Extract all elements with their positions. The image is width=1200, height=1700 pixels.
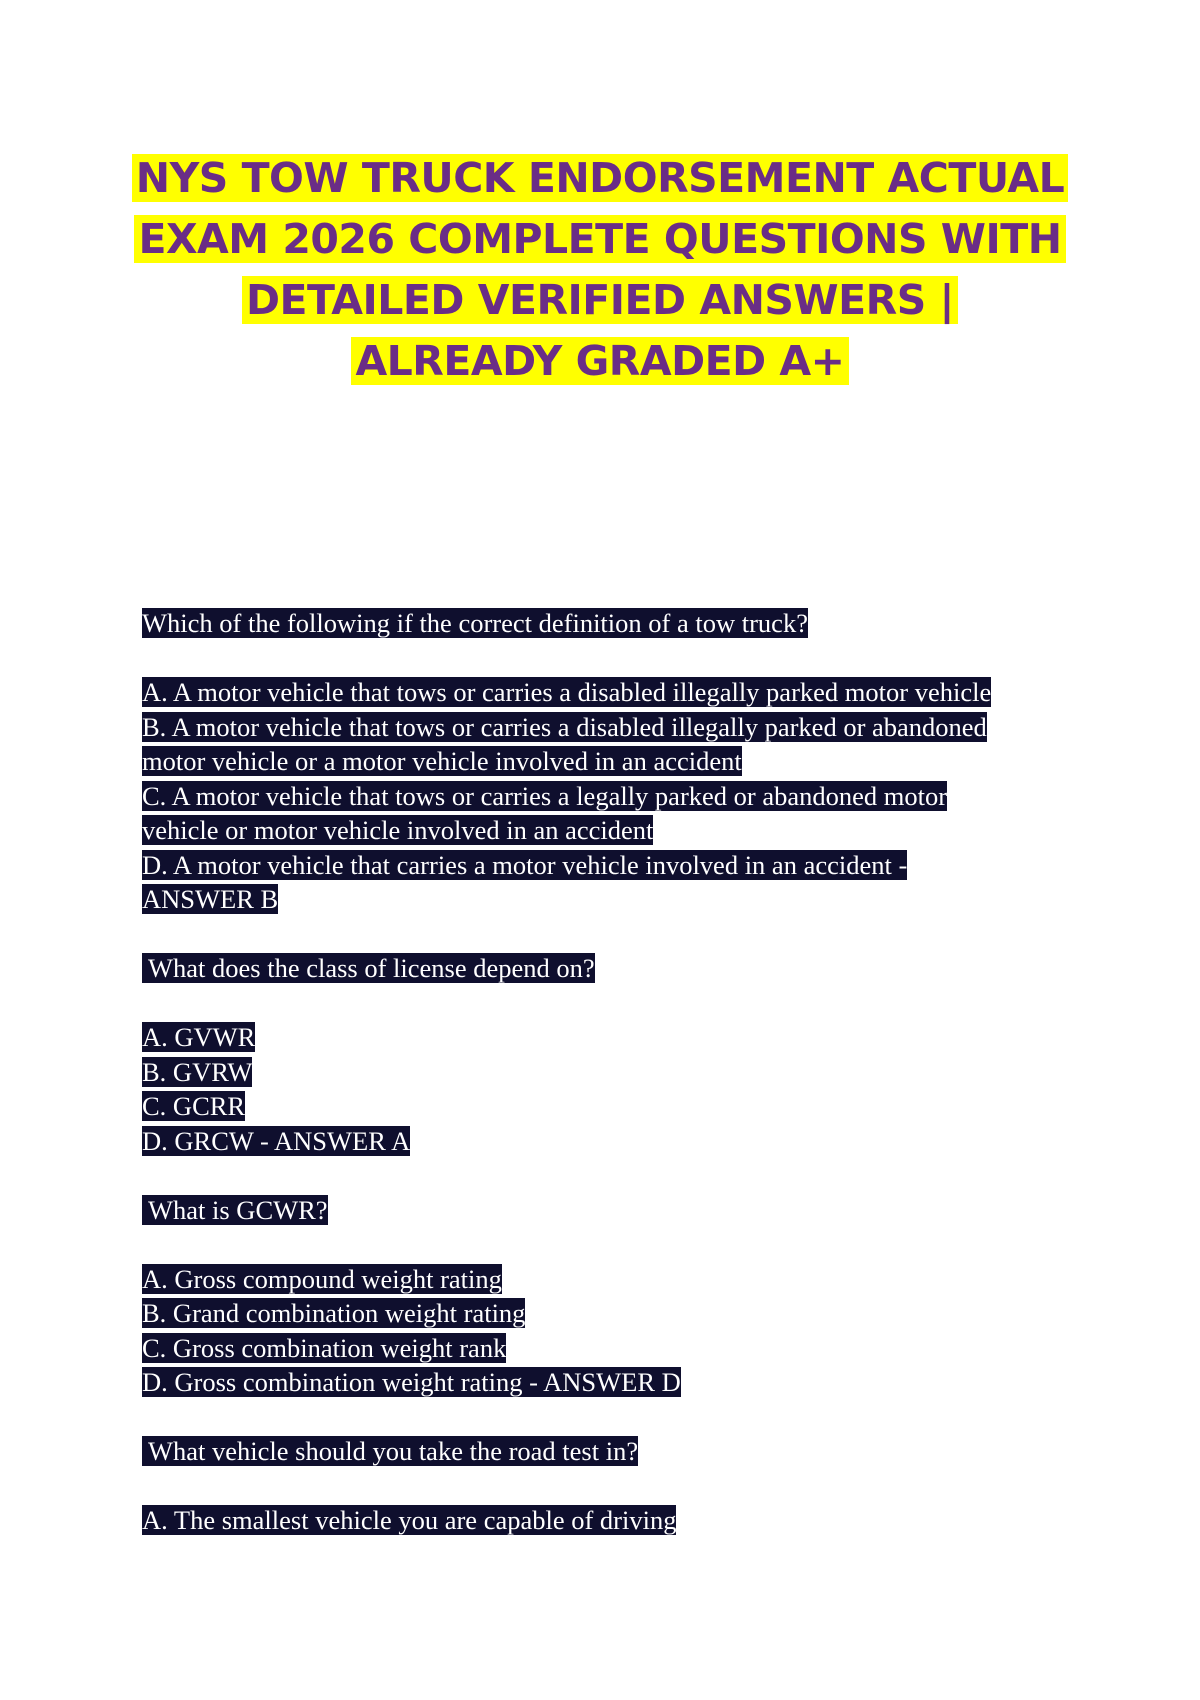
questions-section xyxy=(142,606,1092,1538)
question-text: Which of the following if the correct definition of a tow truck? xyxy=(142,608,808,638)
option-line: A. GVWR xyxy=(142,1022,256,1052)
question-text: What is GCWR? xyxy=(142,1193,1092,1228)
answer-line: D. GRCW - ANSWER A xyxy=(142,1125,411,1156)
question-block xyxy=(142,951,1092,1158)
question-text: What does the class of license depend on? xyxy=(142,951,1092,986)
answer-line: D. Gross combination weight rating - ANSWER D xyxy=(142,1367,681,1397)
question-text: What vehicle should you take the road test in? xyxy=(142,1434,1092,1469)
option-line: B. A motor vehicle that tows or carries a disabled illegally parked or abandoned xyxy=(142,711,987,742)
question-block xyxy=(142,606,1092,917)
answer-options xyxy=(142,1020,1092,1158)
option-line: A. A motor vehicle that tows or carries a disabled illegally parked motor vehicle xyxy=(142,677,992,707)
question-block xyxy=(142,1193,1092,1400)
option-line: C. A motor vehicle that tows or carries a legally parked or abandoned motor xyxy=(142,780,948,811)
question-block xyxy=(142,1434,1092,1538)
answer-options xyxy=(142,1503,1092,1538)
option-line: B. Grand combination weight rating xyxy=(142,1298,526,1328)
option-line: A. The smallest vehicle you are capable of driving xyxy=(142,1505,677,1535)
title-line: DETAILED VERIFIED ANSWERS | xyxy=(100,270,1100,331)
spacer xyxy=(142,1400,1092,1435)
title-line: NYS TOW TRUCK ENDORSEMENT ACTUAL xyxy=(100,148,1100,209)
option-line: vehicle or motor vehicle involved in an accident xyxy=(142,815,654,845)
option-line: A. Gross compound weight rating xyxy=(142,1263,502,1294)
answer-options xyxy=(142,1262,1092,1400)
option-line: C. GCRR xyxy=(142,1091,246,1121)
option-line: motor vehicle or a motor vehicle involved in an accident xyxy=(142,746,742,776)
option-line: C. Gross combination weight rank xyxy=(142,1332,507,1363)
spacer xyxy=(142,917,1092,952)
title-line: EXAM 2026 COMPLETE QUESTIONS WITH xyxy=(100,209,1100,270)
spacer xyxy=(142,1158,1092,1193)
option-line: D. A motor vehicle that carries a motor vehicle involved in an accident - xyxy=(142,849,908,880)
answer-options xyxy=(142,675,1092,917)
option-line: B. GVRW xyxy=(142,1056,253,1087)
document-title xyxy=(100,148,1100,392)
answer-line: ANSWER B xyxy=(142,884,279,914)
title-line: ALREADY GRADED A+ xyxy=(100,331,1100,392)
